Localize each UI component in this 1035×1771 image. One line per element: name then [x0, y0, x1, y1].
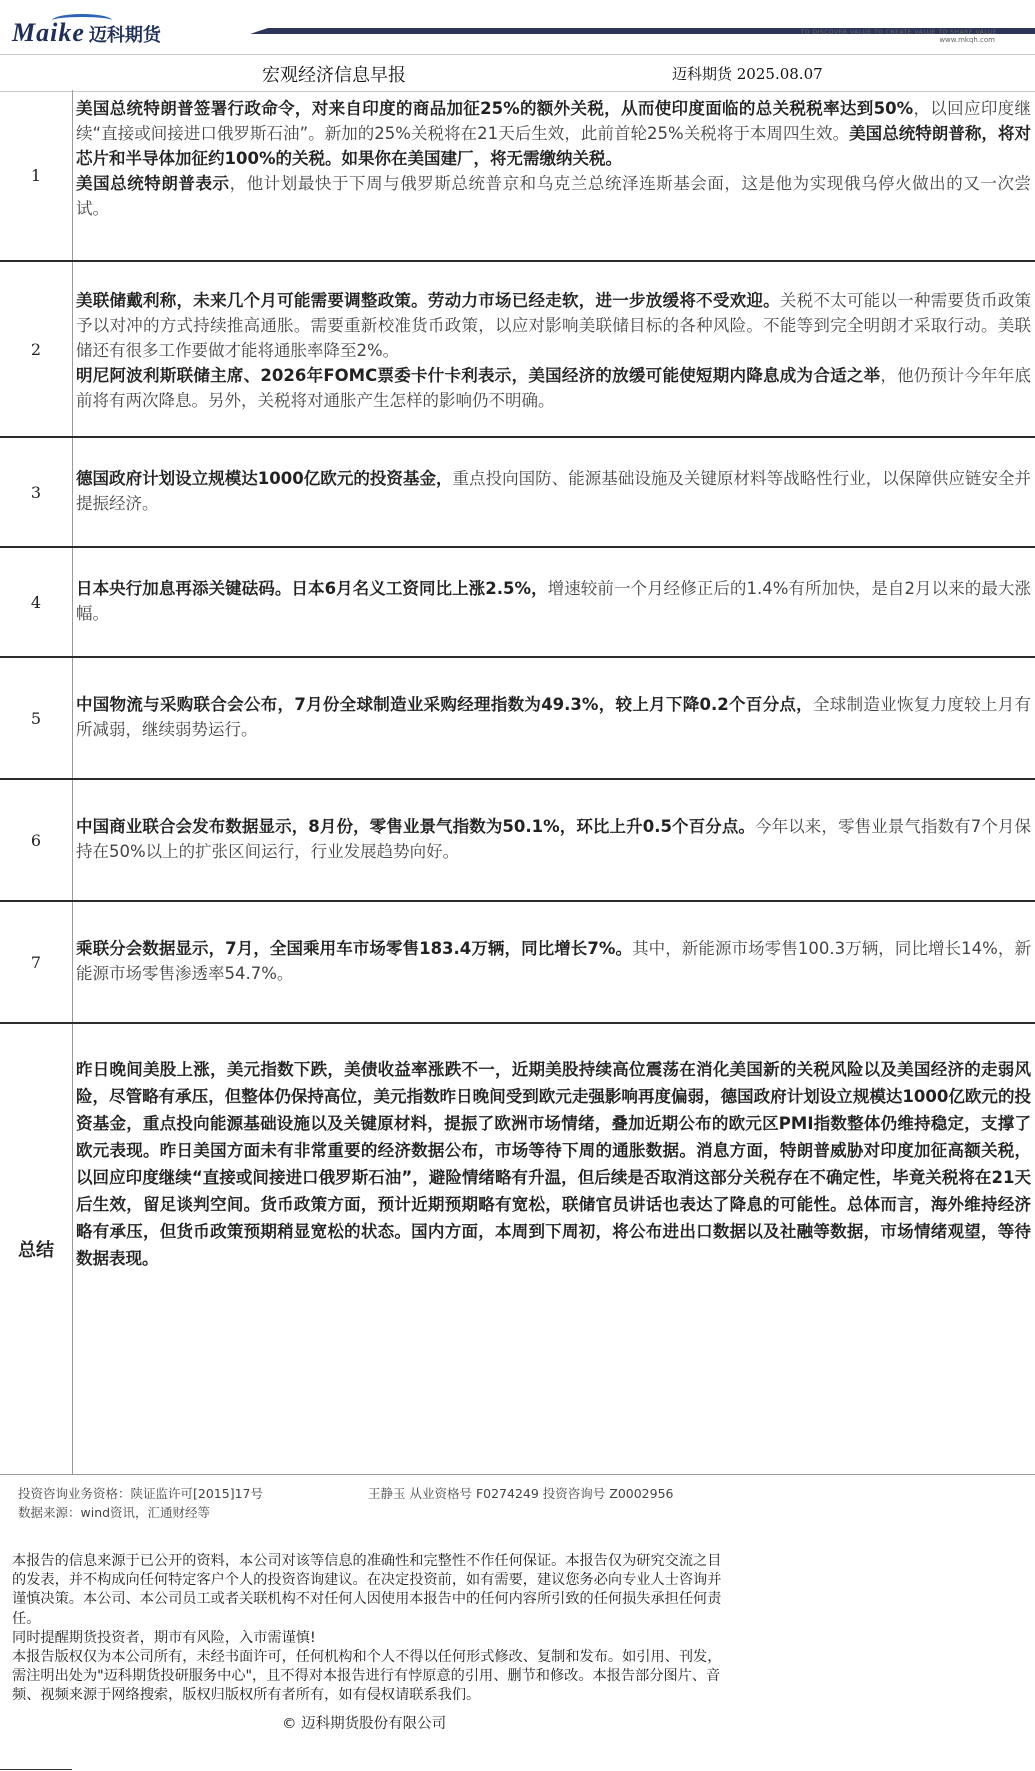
paragraph	[76, 363, 1031, 413]
disclaimer	[12, 1552, 732, 1706]
bold-text: 日本央行加息再添关键砝码。日本6月名义工资同比上涨2.5%，	[76, 579, 548, 598]
news-row	[0, 658, 1035, 780]
paragraph	[76, 936, 1031, 986]
bold-text: 美国总统特朗普表示	[76, 174, 230, 193]
text: 今年以来，零售业景气指数有7个月保持在50%以上的扩张区间运行，行业发展趋势向好。	[76, 817, 1032, 861]
analyst-info: 王静玉 从业资格号 F0274249 投资咨询号 Z0002956	[368, 1486, 674, 1501]
row-number: 2	[0, 262, 73, 436]
row-content	[76, 814, 1031, 864]
news-row	[0, 262, 1035, 438]
bold-text: 乘联分会数据显示，7月，全国乘用车市场零售183.4万辆，同比增长7%。	[76, 939, 633, 958]
summary-label: 总结	[0, 1024, 73, 1474]
row-number: 4	[0, 548, 73, 656]
license-info: 投资咨询业务资格：陕证监许可[2015]17号	[18, 1486, 263, 1501]
news-row	[0, 90, 1035, 262]
company-logo	[12, 18, 161, 48]
row-content	[76, 466, 1031, 516]
row-content	[76, 576, 1031, 626]
paragraph	[76, 466, 1031, 516]
summary-row	[0, 1024, 1035, 1475]
paragraph	[76, 171, 1031, 221]
row-content	[76, 936, 1031, 986]
copyright: © 迈科期货股份有限公司	[282, 1716, 447, 1732]
bold-text: 美国总统特朗普称，将对芯片和半导体加征约100%的关税。如果你在美国建厂，将无需缴纳关税。	[76, 124, 1031, 168]
news-row	[0, 438, 1035, 548]
text: 增速较前一个月经修正后的1.4%有所加快，是自2月以来的最大涨幅。	[76, 579, 1031, 623]
paragraph	[76, 96, 1031, 171]
news-row	[0, 780, 1035, 902]
row-content	[76, 692, 1031, 742]
page-header	[0, 0, 1035, 48]
news-row	[0, 902, 1035, 1024]
text: ，他计划最快于下周与俄罗斯总统普京和乌克兰总统泽连斯基会面，这是他为实现俄乌停火做出的又一次尝试。	[76, 174, 1032, 218]
disclaimer-paragraph: 本报告的信息来源于已公开的资料，本公司对该等信息的准确性和完整性不作任何保证。本报告仅为研究交流之目的发表，并不构成向任何特定客户个人的投资咨询建议。在决定投资前，如有需要，建议您务必向专业人士咨询并谨慎决策。本公司、本公司员工或者关联机构不对任何人因使用本报告中的任何内容所引致的任何损失承担任何责任。	[12, 1553, 722, 1627]
summary-content	[76, 1056, 1031, 1272]
text: ，以回应印度继续“直接或间接进口俄罗斯石油”。新加的25%关税将在21天后生效，此前首轮25%关税将于本周四生效。	[76, 99, 1032, 143]
disclaimer-paragraph: 本报告版权仅为本公司所有，未经书面许可，任何机构和个人不得以任何形式修改、复制和发布。如引用、刊发，需注明出处为"迈科期货投研服务中心"，且不得对本报告进行有悖原意的引用、删节和修改。本报告部分图片、音频、视频来源于网络搜索，版权归版权所有者所有，如有侵权请联系我们。	[12, 1649, 722, 1704]
text: 全球制造业恢复力度较上月有所减弱，继续弱势运行。	[76, 695, 1032, 739]
paragraph	[76, 576, 1031, 626]
header-website: www.mkqh.com	[939, 36, 995, 44]
news-row	[0, 548, 1035, 658]
text: 其中，新能源市场零售100.3万辆，同比增长14%，新能源市场零售渗透率54.7%。	[76, 939, 1031, 983]
bottom-divider	[0, 1769, 72, 1770]
bold-text: 中国物流与采购联合会公布，7月份全球制造业采购经理指数为49.3%，较上月下降0.2个百分点，	[76, 695, 813, 714]
disclaimer-paragraph: 同时提醒期货投资者，期市有风险，入市需谨慎!	[12, 1629, 316, 1646]
summary-text: 昨日晚间美股上涨，美元指数下跌，美债收益率涨跌不一，近期美股持续高位震荡在消化美国新的关税风险以及美国经济的走弱风险，尽管略有承压，但整体仍保持高位，美元指数昨日晚间受到欧元走强影响再度偏弱，德国政府计划设立规模达1000亿欧元的投资基金，重点投向能源基础设施以及关键原材料，提振了欧洲市场情绪，叠加近期公布的欧元区PMI指数整体仍维持稳定，支撑了欧元表现。昨日美国方面未有非常重要的经济数据公布，市场等待下周的通胀数据。消息方面，特朗普威胁对印度加征高额关税，以回应印度继续“直接或间接进口俄罗斯石油”，避险情绪略有升温，但后续是否取消这部分关税存在不确定性，毕竟关税将在21天后生效，留足谈判空间。货币政策方面，预计近期预期略有宽松，联储官员讲话也表达了降息的可能性。总体而言，海外维持经济略有承压，但货币政策预期稍显宽松的状态。国内方面，本周到下周初，将公布进出口数据以及社融等数据，市场情绪观望，等待数据表现。	[76, 1060, 1031, 1268]
text: 重点投向国防、能源基础设施及关键原材料等战略性行业，以保障供应链安全并提振经济。	[76, 469, 1031, 513]
row-content	[76, 96, 1031, 221]
title-row	[0, 54, 1035, 92]
logo-swoosh-icon	[52, 14, 112, 27]
bold-text: 美联储戴利称，未来几个月可能需要调整政策。劳动力市场已经走软，进一步放缓将不受欢迎。	[76, 291, 780, 310]
logo-english: Maike	[12, 18, 85, 47]
logo-chinese: 迈科期货	[88, 25, 161, 46]
bold-text: 美国总统特朗普签署行政命令，对来自印度的商品加征25%的额外关税，从而使印度面临的总关税税率达到50%	[76, 99, 914, 118]
bold-text: 德国政府计划设立规模达1000亿欧元的投资基金，	[76, 469, 453, 488]
row-number: 6	[0, 780, 73, 900]
bold-text: 中国商业联合会发布数据显示，8月份，零售业景气指数为50.1%，环比上升0.5个百分点。	[76, 817, 756, 836]
row-number: 7	[0, 902, 73, 1022]
company-date: 迈科期货 2025.08.07	[672, 65, 823, 83]
row-number: 1	[0, 90, 73, 260]
row-content	[76, 288, 1031, 413]
bold-text: 明尼阿波利斯联储主席、2026年FOMC票委卡什卡利表示，美国经济的放缓可能使短期内降息成为合适之举	[76, 366, 881, 385]
header-slogan: TO DISCOVER VALUE TO CREATE VALUE TO SHARE VALUE	[800, 29, 997, 36]
row-number: 3	[0, 438, 73, 546]
paragraph	[76, 814, 1031, 864]
report-title: 宏观经济信息早报	[262, 65, 406, 86]
text: 关税不太可能以一种需要货币政策予以对冲的方式持续推高通胀。需要重新校准货币政策，以应对影响美联储目标的各种风险。不能等到完全明朗才采取行动。美联储还有很多工作要做才能将通胀率降至2%。	[76, 291, 1032, 360]
text: ，他仍预计今年年底前将有两次降息。另外，关税将对通胀产生怎样的影响仍不明确。	[76, 366, 1032, 410]
paragraph	[76, 288, 1031, 363]
paragraph	[76, 692, 1031, 742]
data-source: 数据来源：wind资讯，汇通财经等	[18, 1505, 211, 1520]
row-number: 5	[0, 658, 73, 778]
